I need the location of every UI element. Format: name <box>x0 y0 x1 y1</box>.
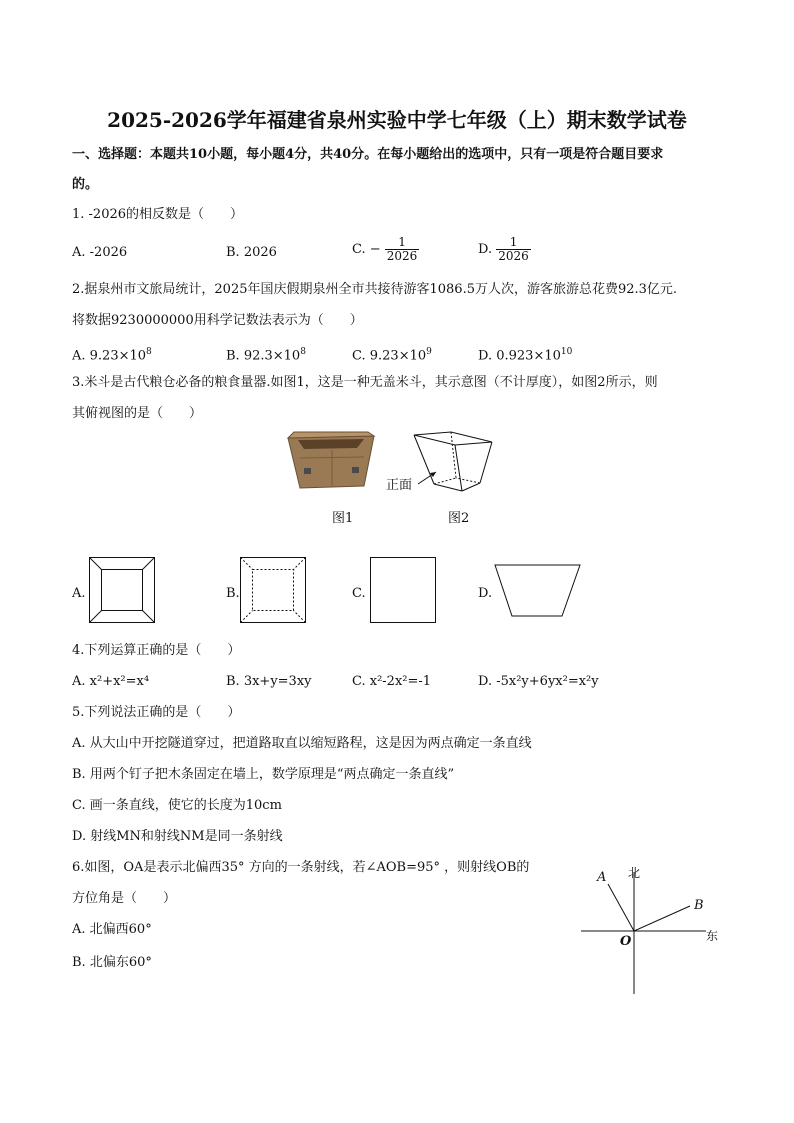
q3-option-c-label: C. <box>352 586 366 601</box>
q2-c-base: C. 9.23×10 <box>352 348 427 364</box>
q3-option-b-label: B. <box>226 586 240 601</box>
section-heading: 一、选择题：本题共10小题，每小题4分，共40分。在每小题给出的选项中，只有一项是符合题目要求 <box>72 147 664 162</box>
q4-option-b: B. 3x+y=3xy <box>226 674 312 689</box>
q1-option-a: A. -2026 <box>72 245 128 260</box>
q1-stem: 1. -2026的相反数是（ ） <box>72 207 244 222</box>
q4-option-d: D. -5x²y+6yx²=x²y <box>478 674 599 689</box>
q1-option-c <box>352 236 419 263</box>
q1-option-d <box>478 236 531 263</box>
q2-b-exponent: 8 <box>300 347 306 357</box>
q3-option-c-figure <box>370 557 436 623</box>
q4-stem: 4.下列运算正确的是（ ） <box>72 643 241 658</box>
q1-d-denominator: 2026 <box>498 249 529 263</box>
q6-option-a: A. 北偏西60° <box>72 922 152 937</box>
q2-a-base: A. 9.23×10 <box>72 348 147 364</box>
north-label: 北 <box>628 866 641 880</box>
figure-1-caption: 图1 <box>332 511 354 526</box>
q3-option-b-figure <box>240 557 306 623</box>
q1-c-denominator: 2026 <box>386 249 418 263</box>
rice-measure-photo <box>284 428 379 496</box>
q6-stem-line1: 6.如图，OA是表示北偏西35° 方向的一条射线，若∠AOB=95° ，则射线OB的 <box>72 860 530 875</box>
q6-option-b: B. 北偏东60° <box>72 955 152 970</box>
q2-option-a <box>72 344 152 364</box>
q5-option-c: C. 画一条直线，使它的长度为10cm <box>72 798 282 813</box>
q3-option-d-figure <box>494 564 582 618</box>
figure-2-caption: 图2 <box>448 511 470 526</box>
q1-option-b: B. 2026 <box>226 245 277 260</box>
point-b-label: B <box>694 898 704 913</box>
q3-option-a-label: A. <box>72 586 86 601</box>
q2-d-base: D. 0.923×10 <box>478 348 561 364</box>
q3-option-d-label: D. <box>478 586 493 601</box>
q3-stem-line2: 其俯视图的是（ ） <box>72 406 203 421</box>
q3-stem-line1: 3.米斗是古代粮仓必备的粮食量器.如图1，这是一种无盖米斗，其示意图（不计厚度），如图2所示，则 <box>72 375 658 390</box>
q1-option-c-prefix: C. − <box>352 242 381 257</box>
ray-ob <box>634 906 690 931</box>
q2-option-d <box>478 344 572 364</box>
q5-option-a: A. 从大山中开挖隧道穿过，把道路取直以缩短路程，这是因为两点确定一条直线 <box>72 736 532 751</box>
q2-d-exponent: 10 <box>560 347 573 357</box>
q2-c-exponent: 9 <box>426 347 432 357</box>
q1-option-d-fraction <box>496 236 531 263</box>
section-heading-cont: 的。 <box>72 177 99 192</box>
q1-c-numerator: 1 <box>385 236 420 250</box>
q2-option-c <box>352 344 432 364</box>
front-label: 正面 <box>386 478 413 493</box>
q2-stem-line2: 将数据9230000000用科学记数法表示为（ ） <box>72 313 363 328</box>
q6-stem-line2: 方位角是（ ） <box>72 891 177 906</box>
q3-option-a-figure <box>89 557 155 623</box>
q1-option-d-prefix: D. <box>478 242 493 257</box>
q4-option-c: C. x²-2x²=-1 <box>352 674 432 689</box>
q5-option-d: D. 射线MN和射线NM是同一条射线 <box>72 829 283 844</box>
q2-stem-line1: 2.据泉州市文旅局统计，2025年国庆假期泉州全市共接待游客1086.5万人次，游客旅游总花费92.3亿元. <box>72 282 678 297</box>
ray-oa <box>608 884 634 931</box>
q4-option-a: A. x²+x²=x⁴ <box>72 674 150 689</box>
q5-option-b: B. 用两个钉子把木条固定在墙上，数学原理是“两点确定一条直线” <box>72 767 455 782</box>
q2-b-base: B. 92.3×10 <box>226 348 301 364</box>
q2-option-b <box>226 344 306 364</box>
page-title: 2025-2026学年福建省泉州实验中学七年级（上）期末数学试卷 <box>107 108 687 132</box>
point-a-label: A <box>597 870 607 885</box>
q1-d-numerator: 1 <box>496 236 531 250</box>
q1-option-c-fraction <box>385 236 420 263</box>
q2-a-exponent: 8 <box>146 347 152 357</box>
east-label: 东 <box>706 929 719 943</box>
q5-stem: 5.下列说法正确的是（ ） <box>72 705 241 720</box>
origin-o-label: O <box>620 934 632 949</box>
